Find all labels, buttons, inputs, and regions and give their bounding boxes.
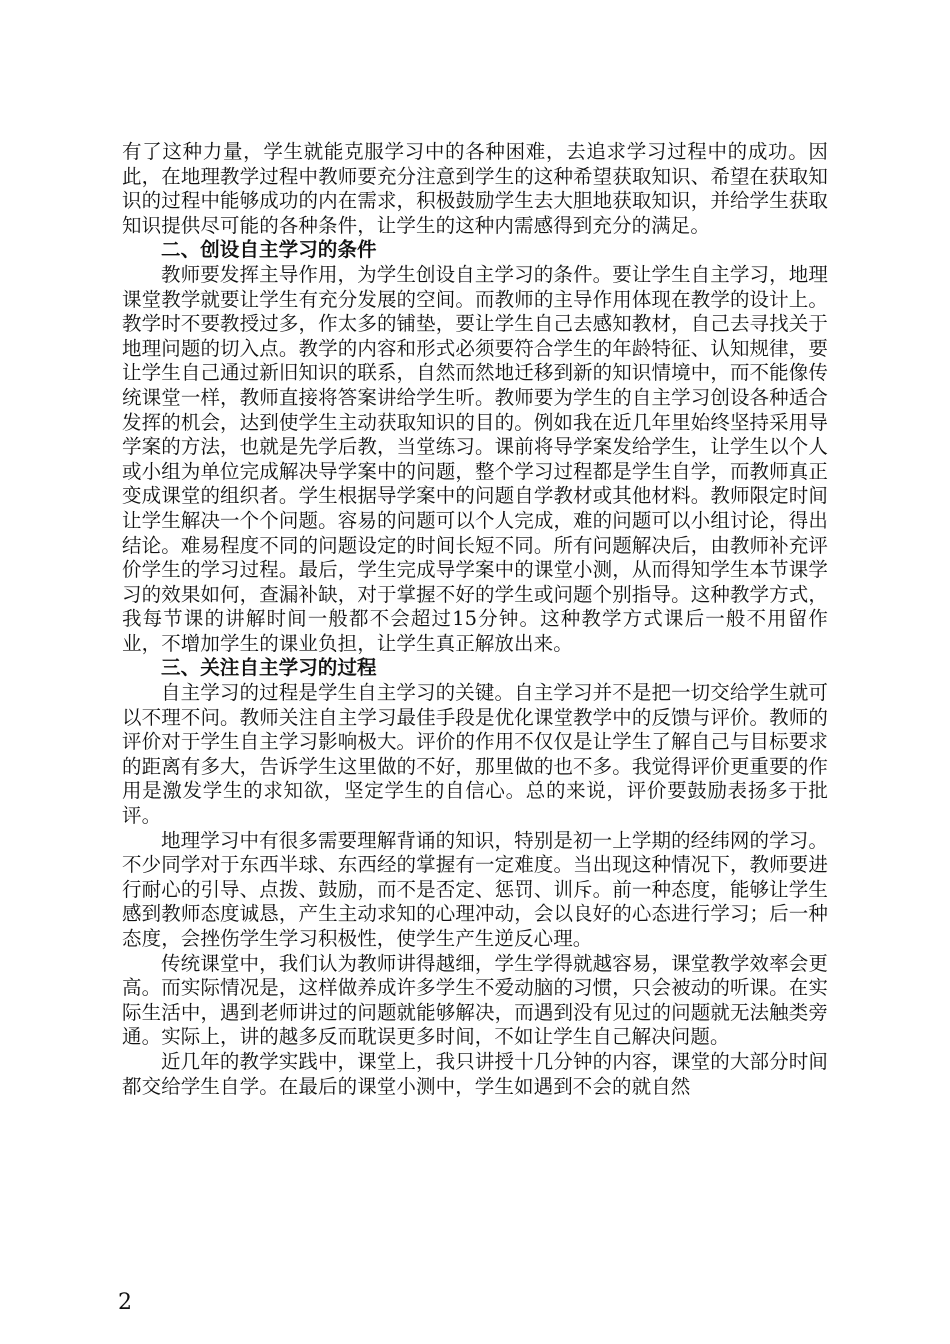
paragraph-section-3-b: 地理学习中有很多需要理解背诵的知识，特别是初一上学期的经纬网的学习。不少同学对于东西半球、东西经的掌握有一定难度。当出现这种情况下，教师要进行耐心的引导、点拨、鼓励，而不是否定、惩罚、训斥。前一种态度，能够让学生感到教师态度诚恳，产生主动求知的心理冲动，会以良好的心态进行学习；后一种态度，会挫伤学生学习积极性，使学生产生逆反心理。 [122,828,828,950]
paragraph-intro: 有了这种力量，学生就能克服学习中的各种困难，去追求学习过程中的成功。因此，在地理教学过程中教师要充分注意到学生的这种希望获取知识、希望在获取知识的过程中能够成功的内在需求，积极鼓励学生去大胆地获取知识，并给学生获取知识提供尽可能的各种条件，让学生的这种内需感得到充分的满足。 [122,140,828,237]
page-number: 2 [118,1290,132,1315]
paragraph-section-2: 教师要发挥主导作用，为学生创设自主学习的条件。要让学生自主学习，地理课堂教学就要让学生有充分发展的空间。而教师的主导作用体现在教学的设计上。教学时不要教授过多，作太多的铺垫，要让学生自己去感知教材，自己去寻找关于地理问题的切入点。教学的内容和形式必须要符合学生的年龄特征、认知规律，要让学生自己通过新旧知识的联系，自然而然地迁移到新的知识情境中，而不能像传统课堂一样，教师直接将答案讲给学生听。教师要为学生的自主学习创设各种适合发挥的机会，达到使学生主动获取知识的目的。例如我在近几年里始终坚持采用导学案的方法，也就是先学后教，当堂练习。课前将导学案发给学生，让学生以个人或小组为单位完成解决导学案中的问题，整个学习过程都是学生自学，而教师真正变成课堂的组织者。学生根据导学案中的问题自学教材或其他材料。教师限定时间让学生解决一个个问题。容易的问题可以个人完成，难的问题可以小组讨论，得出结论。难易程度不同的问题设定的时间长短不同。所有问题解决后，由教师补充评价学生的学习过程。最后，学生完成导学案中的课堂小测，从而得知学生本节课学习的效果如何，查漏补缺，对于掌握不好的学生或问题个别指导。这种教学方式，我每节课的讲解时间一般都不会超过15分钟。这种教学方式课后一般不用留作业，不增加学生的课业负担，让学生真正解放出来。 [122,262,828,655]
paragraph-section-3-d: 近几年的教学实践中，课堂上，我只讲授十几分钟的内容，课堂的大部分时间都交给学生自学。在最后的课堂小测中，学生如遇到不会的就自然 [122,1049,828,1098]
paragraph-section-3-c: 传统课堂中，我们认为教师讲得越细，学生学得就越容易，课堂教学效率会更高。而实际情况是，这样做养成许多学生不爱动脑的习惯，只会被动的听课。在实际生活中，遇到老师讲过的问题就能够解决，而遇到没有见过的问题就无法触类旁通。实际上，讲的越多反而耽误更多时间，不如让学生自己解决问题。 [122,951,828,1049]
paragraph-section-3-a: 自主学习的过程是学生自主学习的关键。自主学习并不是把一切交给学生就可以不理不问。教师关注自主学习最佳手段是优化课堂教学中的反馈与评价。教师的评价对于学生自主学习影响极大。评价的作用不仅仅是让学生了解自己与目标要求的距离有多大，告诉学生这里做的不好，那里做的也不多。我觉得评价更重要的作用是激发学生的求知欲，坚定学生的自信心。总的来说，评价要鼓励表扬多于批评。 [122,681,828,828]
section-heading-3: 三、关注自主学习的过程 [161,656,377,680]
section-heading-2: 二、创设自主学习的条件 [161,238,377,262]
body-text [122,140,828,1099]
